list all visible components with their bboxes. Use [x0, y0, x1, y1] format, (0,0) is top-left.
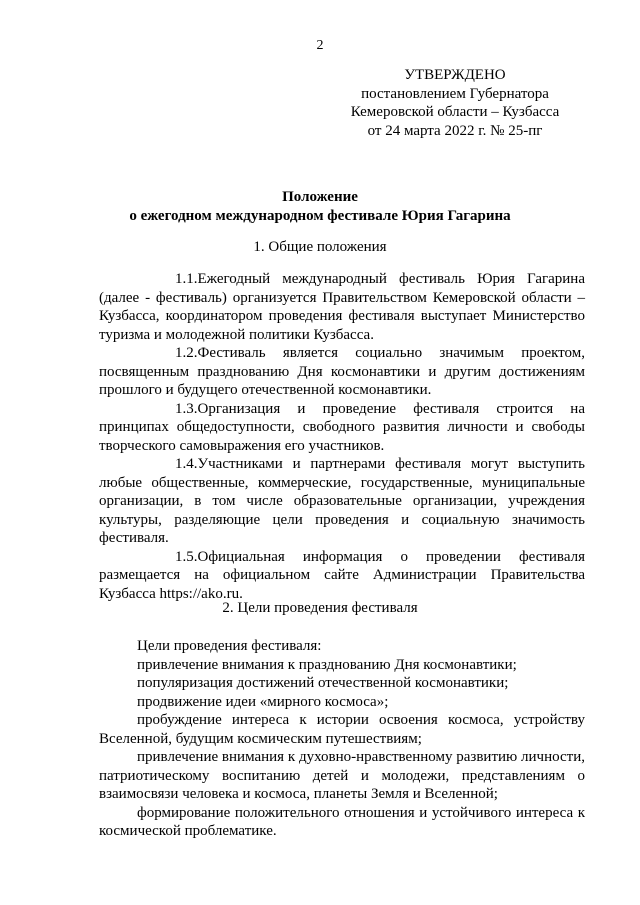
item-text: Организация и проведение фестиваля строится на принципах общедоступности, свободного развития личности и свободы творческого самовыражения его участников. — [99, 400, 585, 454]
approval-line: постановлением Губернатора — [361, 85, 549, 102]
paragraph — [99, 270, 585, 344]
section-heading: 1. Общие положения — [253, 239, 387, 255]
list-item: привлечение внимания к духовно-нравственному развитию личности, патриотическому воспитанию детей и молодежи, представлениям о взаимосвязи человека и космоса, планеты Земля и Вселенной; — [99, 749, 585, 802]
approval-stamp — [330, 66, 580, 140]
item-number: 1.4. — [175, 456, 198, 472]
item-number: 1.2. — [175, 345, 198, 361]
title-line: Положение — [282, 189, 358, 205]
list-item: формирование положительного отношения и устойчивого интереса к космической проблематике. — [99, 804, 585, 839]
section-heading: 2. Цели проведения фестиваля — [222, 600, 418, 616]
item-text: Ежегодный международный фестиваль Юрия Гагарина (далее - фестиваль) организуется Правительством Кемеровской области – Кузбасса, координатором проведения фестиваля выступает Министерство туризма и молодежной политики Кузбасса. — [99, 271, 585, 343]
list-item: привлечение внимания к празднованию Дня космонавтики; — [137, 656, 517, 673]
approval-line: Кемеровской области – Кузбасса — [350, 104, 560, 120]
list-item: пробуждение интереса к истории освоения космоса, устройству Вселенной, будущим космическим путешествиям; — [99, 712, 585, 747]
title-line: о ежегодном международном фестивале Юрия Гагарина — [129, 207, 511, 224]
section-1-body — [99, 270, 585, 603]
paragraph — [99, 548, 585, 604]
paragraph — [99, 344, 585, 400]
document-title — [0, 188, 640, 225]
list-item: продвижение идеи «мирного космоса»; — [137, 693, 389, 710]
list-item: популяризация достижений отечественной космонавтики; — [137, 675, 509, 691]
item-number: 1.1. — [175, 271, 198, 287]
paragraph — [99, 455, 585, 548]
item-number: 1.3. — [175, 400, 198, 417]
approval-heading: УТВЕРЖДЕНО — [404, 67, 506, 83]
item-number: 1.5. — [175, 548, 198, 565]
paragraph: Цели проведения фестиваля: — [137, 638, 322, 654]
page-number: 2 — [316, 38, 324, 53]
section-2-body — [99, 637, 585, 841]
paragraph — [99, 400, 585, 456]
item-text: Участниками и партнерами фестиваля могут выступить любые общественные, коммерческие, государственные, муниципальные организации, в том числе образовательные организации, учреждения культуры, разделяющие цели проведения и социальную значимость фестиваля. — [99, 456, 585, 546]
item-text: Официальная информация о проведении фестиваля размещается на официальном сайте Администрации Правительства Кузбасса https://ako.ru. — [99, 548, 585, 602]
approval-date: от 24 марта 2022 г. № 25-пг — [367, 122, 543, 139]
item-text: Фестиваль является социально значимым проектом, посвященным празднованию Дня космонавтики и другим достижениям прошлого и будущего отечественной космонавтики. — [99, 345, 585, 398]
